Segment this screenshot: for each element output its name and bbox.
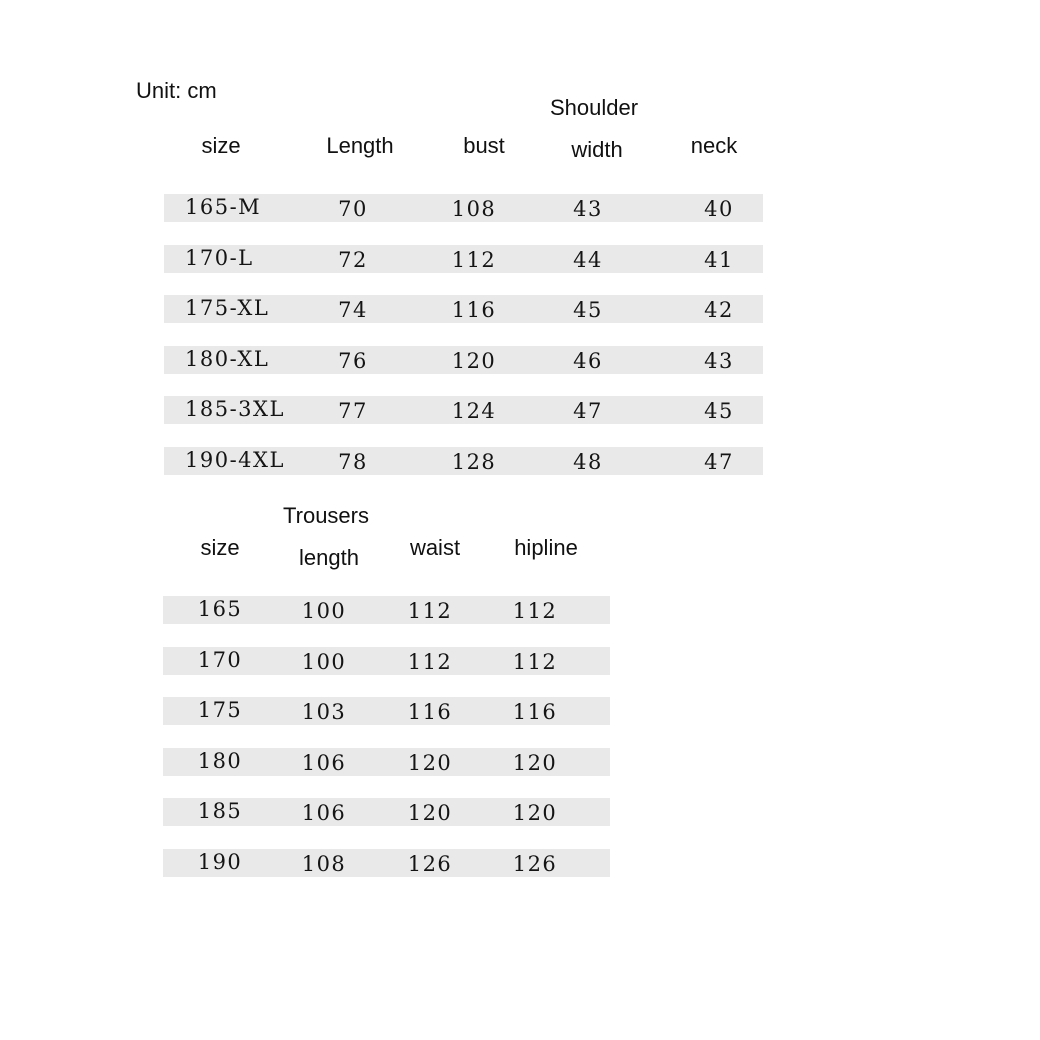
tops-header-bust: bust [463,133,505,158]
tops-cell-size: 185-3XL [185,397,285,421]
tops-cell-shoulder: 45 [573,298,603,322]
tops-cell-bust: 124 [451,399,497,423]
trousers-cell-waist: 120 [407,801,453,825]
tops-cell-bust: 128 [451,450,497,474]
trousers-header-length-line1: Trousers [283,503,369,528]
tops-cell-length: 77 [338,399,368,423]
trousers-cell-hipline: 126 [512,852,558,876]
trousers-cell-waist: 116 [407,700,453,724]
trousers-cell-waist: 126 [407,852,453,876]
tops-cell-bust: 116 [451,298,497,322]
trousers-cell-hipline: 116 [512,700,558,724]
tops-cell-size: 180-XL [185,347,270,371]
tops-header-neck: neck [690,133,738,158]
tops-cell-shoulder: 43 [573,197,603,221]
tops-cell-size: 170-L [185,246,254,270]
tops-cell-size: 175-XL [185,296,270,320]
tops-header-shoulder-line1: Shoulder [549,95,639,120]
trousers-cell-waist: 120 [407,751,453,775]
tops-cell-length: 76 [338,349,368,373]
tops-cell-shoulder: 46 [573,349,603,373]
trousers-cell-size: 165 [197,597,243,621]
tops-cell-length: 70 [338,197,368,221]
trousers-cell-length: 106 [301,801,347,825]
trousers-cell-length: 103 [301,700,347,724]
tops-cell-size: 165-M [185,195,262,219]
trousers-cell-hipline: 112 [512,650,558,674]
trousers-cell-hipline: 112 [512,599,558,623]
trousers-header-hipline: hipline [514,535,578,560]
tops-cell-neck: 41 [704,248,734,272]
tops-header-size: size [201,133,241,158]
trousers-cell-length: 100 [301,650,347,674]
tops-cell-neck: 43 [704,349,734,373]
trousers-cell-size: 185 [197,799,243,823]
tops-cell-length: 74 [338,298,368,322]
tops-cell-neck: 42 [704,298,734,322]
tops-header-shoulder-line2: width [571,137,623,162]
tops-cell-neck: 45 [704,399,734,423]
tops-cell-shoulder: 47 [573,399,603,423]
trousers-cell-hipline: 120 [512,801,558,825]
trousers-cell-size: 180 [197,749,243,773]
trousers-cell-length: 108 [301,852,347,876]
trousers-cell-size: 175 [197,698,243,722]
tops-cell-size: 190-4XL [185,448,285,472]
trousers-cell-waist: 112 [407,599,453,623]
trousers-cell-size: 190 [197,850,243,874]
trousers-header-size: size [200,535,240,560]
tops-cell-length: 72 [338,248,368,272]
trousers-cell-hipline: 120 [512,751,558,775]
tops-cell-shoulder: 48 [573,450,603,474]
tops-cell-length: 78 [338,450,368,474]
tops-cell-shoulder: 44 [573,248,603,272]
trousers-cell-size: 170 [197,648,243,672]
tops-cell-bust: 112 [451,248,497,272]
tops-header-length: Length [326,133,394,158]
trousers-cell-length: 100 [301,599,347,623]
tops-cell-bust: 120 [451,349,497,373]
tops-cell-neck: 47 [704,450,734,474]
tops-cell-bust: 108 [451,197,497,221]
trousers-cell-waist: 112 [407,650,453,674]
trousers-header-length-line2: length [299,545,359,570]
trousers-header-waist: waist [409,535,461,560]
trousers-cell-length: 106 [301,751,347,775]
tops-cell-neck: 40 [704,197,734,221]
unit-label: Unit: cm [136,78,217,103]
